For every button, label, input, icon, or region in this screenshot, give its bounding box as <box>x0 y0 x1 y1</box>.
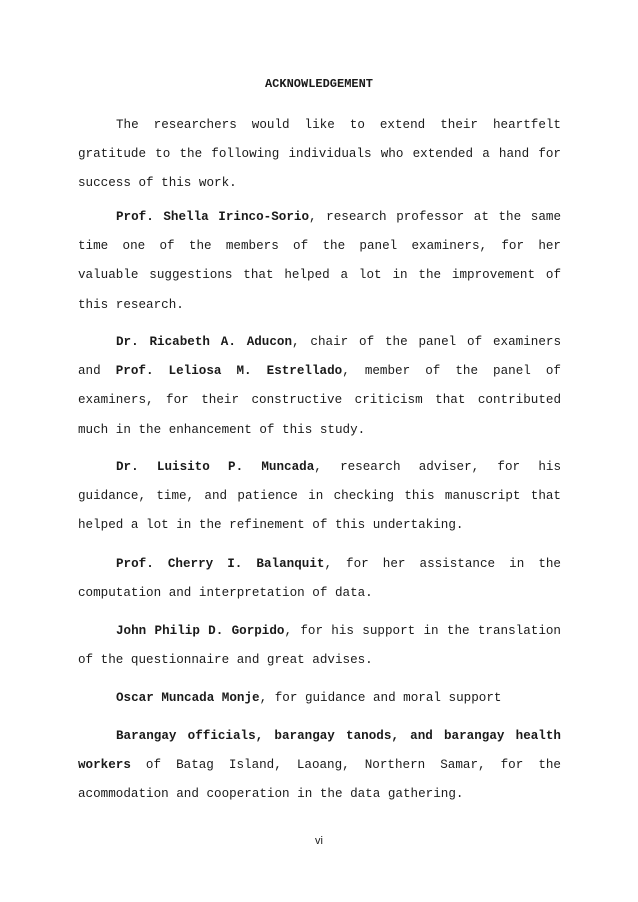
person-name: Prof. Leliosa M. Estrellado <box>115 364 343 379</box>
person-name: Oscar Muncada Monje <box>116 691 260 705</box>
paragraph-text: , member of the panel of examiners, for their constructive criticism that contributed much in the enhancement of this study. <box>78 364 561 437</box>
paragraph-intro <box>78 111 561 199</box>
person-name: Prof. Shella Irinco-Sorio <box>116 210 309 224</box>
paragraph-text: , for his support in the translation of the questionnaire and great advises. <box>78 624 561 668</box>
paragraph-monje <box>78 684 561 713</box>
paragraph-sorio <box>78 203 561 320</box>
paragraph-barangay <box>78 722 561 810</box>
person-name: Prof. Cherry I. Balanquit <box>116 557 325 571</box>
page-title: ACKNOWLEDGEMENT <box>264 77 374 91</box>
person-name: Barangay officials, barangay tanods, and barangay health workers <box>78 729 561 773</box>
paragraph-text: The researchers would like to extend their heartfelt gratitude to the following individuals who extended a hand for success of this work. <box>78 118 561 191</box>
person-name: Dr. Ricabeth A. Aducon <box>116 335 293 349</box>
paragraph-text: , for her assistance in the computation and interpretation of data. <box>78 557 561 601</box>
paragraph-balanquit <box>78 550 561 608</box>
paragraph-text: , chair of the panel of examiners and <box>78 335 561 379</box>
paragraph-gorpido <box>78 617 561 675</box>
paragraph-text: of Batag Island, Laoang, Northern Samar, for the acommodation and cooperation in the data gathering. <box>78 758 561 802</box>
paragraph-aducon-estrellado <box>78 328 561 445</box>
paragraph-text: , research adviser, for his guidance, time, and patience in checking this manuscript that helped a lot in the refinement of this undertaking. <box>78 460 562 533</box>
paragraph-text: , for guidance and moral support <box>259 691 502 705</box>
person-name: Dr. Luisito P. Muncada <box>116 460 315 474</box>
paragraph-muncada <box>78 453 561 541</box>
paragraph-text: , research professor at the same time one of the members of the panel examiners, for her valuable suggestions that helped a lot in the improvement of this research. <box>78 210 561 312</box>
page-number: vi <box>315 835 323 847</box>
person-name: John Philip D. Gorpido <box>116 624 285 638</box>
